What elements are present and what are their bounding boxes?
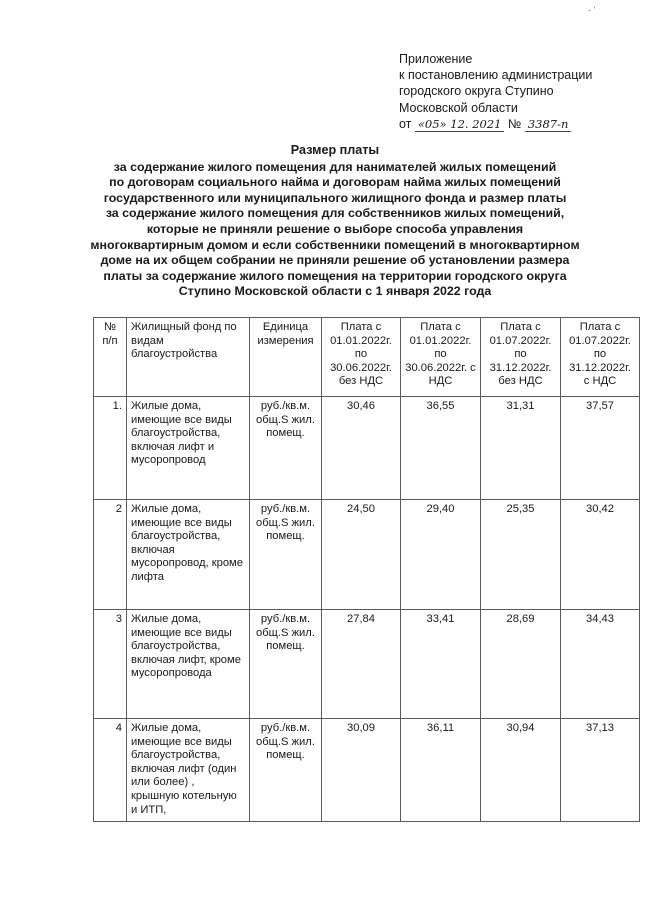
- row-num: 2: [94, 500, 127, 610]
- row-fee-h2-vat: 37,13: [561, 719, 640, 822]
- row-fee-h1-vat: 33,41: [401, 610, 481, 719]
- table-row: [94, 500, 640, 610]
- header-unit: Единица измерения: [250, 318, 322, 397]
- row-unit: руб./кв.м. общ.S жил. помещ.: [250, 610, 322, 719]
- appendix-line: Московской области: [399, 100, 518, 115]
- title-line: за содержание жилого помещения для собственников жилых помещений,: [105, 206, 565, 221]
- row-fee-h2-vat: 30,42: [561, 500, 640, 610]
- row-unit: руб./кв.м. общ.S жил. помещ.: [250, 500, 322, 610]
- row-num: 3: [94, 610, 127, 719]
- header-fee-h1-vat: Плата с 01.01.2022г. по 30.06.2022г. с НДС: [401, 318, 481, 397]
- header-fee-h2-no-vat: Плата с 01.07.2022г. по 31.12.2022г. без НДС: [481, 318, 561, 397]
- title-main: Размер платы: [290, 143, 380, 157]
- title-line: по договорам социального найма и договорам найма жилых помещений: [109, 175, 561, 190]
- appendix-line: к постановлению администрации: [399, 68, 593, 83]
- row-fee-h1-no-vat: 30,46: [322, 397, 401, 500]
- table-row: [94, 719, 640, 822]
- header-fund-type: Жилищный фонд по видам благоустройства: [127, 318, 250, 397]
- table-header-row: [94, 318, 640, 397]
- title-line: многоквартирным домом и если собственники помещений в многоквартирном: [90, 237, 580, 252]
- row-fee-h1-vat: 36,55: [401, 397, 481, 500]
- fee-table: [93, 317, 640, 822]
- row-fee-h2-no-vat: 31,31: [481, 397, 561, 500]
- title-line: доме на их общем собрании не приняли решение об установлении размера: [100, 253, 570, 268]
- handwritten-number: 3387-п: [525, 118, 572, 132]
- date-prefix: от: [399, 116, 412, 131]
- scan-artifact: - ': [588, 5, 596, 15]
- appendix-line: городского округа Ступино: [399, 84, 554, 99]
- title-line: государственного или муниципального жилищного фонда и размер платы: [103, 190, 567, 205]
- appendix-header: [399, 51, 592, 132]
- header-num: № п/п: [94, 318, 127, 397]
- row-fee-h1-no-vat: 24,50: [322, 500, 401, 610]
- title-line: которые не приняли решение о выборе способа управления: [146, 221, 524, 236]
- table-row: [94, 397, 640, 500]
- row-fee-h1-no-vat: 27,84: [322, 610, 401, 719]
- row-fee-h2-vat: 37,57: [561, 397, 640, 500]
- row-unit: руб./кв.м. общ.S жил. помещ.: [250, 397, 322, 500]
- table-row: [94, 610, 640, 719]
- appendix-date-line: [399, 116, 592, 132]
- row-fee-h2-vat: 34,43: [561, 610, 640, 719]
- handwritten-date: «05» 12. 2021: [415, 118, 505, 132]
- title-line: за содержание жилого помещения для нанимателей жилых помещений: [113, 159, 557, 174]
- header-fee-h2-vat: Плата с 01.07.2022г. по 31.12.2022г. с НДС: [561, 318, 640, 397]
- document-title: [70, 143, 600, 300]
- header-fee-h1-no-vat: Плата с 01.01.2022г. по 30.06.2022г. без НДС: [322, 318, 401, 397]
- title-line: платы за содержание жилого помещения на территории городского округа: [103, 268, 567, 283]
- row-fee-h2-no-vat: 28,69: [481, 610, 561, 719]
- row-fee-h1-vat: 36,11: [401, 719, 481, 822]
- row-num: 1.: [94, 397, 127, 500]
- row-fee-h1-vat: 29,40: [401, 500, 481, 610]
- row-fund-type: Жилые дома, имеющие все виды благоустройства, включая лифт и мусоропровод: [127, 397, 250, 500]
- number-prefix: №: [507, 116, 522, 131]
- row-num: 4: [94, 719, 127, 822]
- row-fee-h2-no-vat: 30,94: [481, 719, 561, 822]
- row-fee-h1-no-vat: 30,09: [322, 719, 401, 822]
- row-fee-h2-no-vat: 25,35: [481, 500, 561, 610]
- row-fund-type: Жилые дома, имеющие все виды благоустройства, включая лифт (один или более) , крышную котельную и ИТП,: [127, 719, 250, 822]
- appendix-line: Приложение: [399, 52, 473, 66]
- row-fund-type: Жилые дома, имеющие все виды благоустройства, включая лифт, кроме мусоропровода: [127, 610, 250, 719]
- title-line: Ступино Московской области с 1 января 2022 года: [178, 284, 492, 299]
- row-fund-type: Жилые дома, имеющие все виды благоустройства, включая мусоропровод, кроме лифта: [127, 500, 250, 610]
- row-unit: руб./кв.м. общ.S жил. помещ.: [250, 719, 322, 822]
